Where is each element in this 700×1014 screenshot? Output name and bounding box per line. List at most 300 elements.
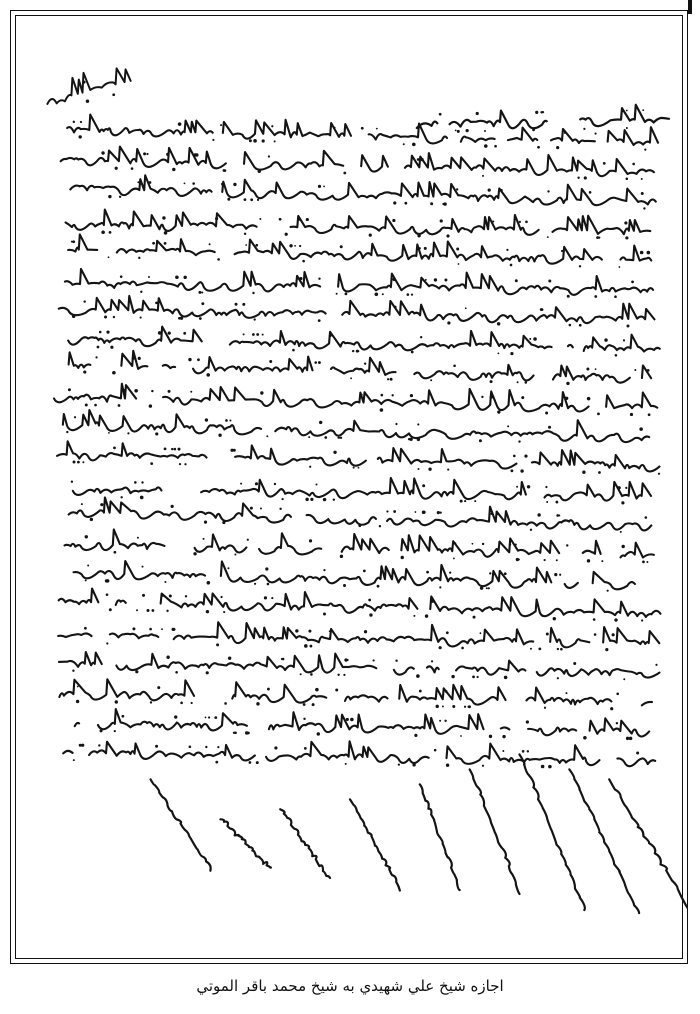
diacritic-dot: [564, 132, 566, 134]
diacritic-dot: [195, 153, 198, 156]
diacritic-dot: [544, 559, 546, 561]
signature-stroke: [609, 779, 687, 909]
diacritic-dot: [497, 352, 499, 354]
diacritic-dot: [83, 81, 86, 84]
diacritic-dot: [191, 702, 193, 704]
diacritic-dot: [207, 581, 211, 585]
diacritic-dot: [537, 513, 540, 516]
diacritic-dot: [547, 190, 549, 192]
diacritic-dot: [465, 307, 467, 309]
diacritic-dot: [262, 139, 265, 142]
diacritic-dot: [442, 203, 444, 205]
diacritic-dot: [417, 468, 419, 470]
diacritic-dot: [156, 745, 158, 747]
diacritic-dot: [73, 315, 75, 317]
diacritic-dot: [504, 572, 507, 575]
diacritic-dot: [203, 538, 205, 540]
diacritic-dot: [444, 720, 446, 722]
diacritic-dot: [109, 608, 112, 611]
diacritic-dot: [369, 613, 372, 616]
handwriting-line: [48, 351, 651, 383]
diacritic-dot: [343, 674, 345, 676]
diacritic-dot: [358, 467, 360, 469]
diacritic-dot: [86, 100, 89, 103]
diacritic-dot: [256, 702, 259, 705]
diacritic-dot: [579, 324, 582, 327]
diacritic-dot: [556, 146, 559, 149]
diacritic-dot: [482, 175, 484, 177]
diacritic-dot: [151, 390, 153, 392]
diacritic-dot: [259, 218, 261, 220]
handwritten-manuscript: [11, 11, 687, 963]
diacritic-dot: [281, 498, 283, 500]
diacritic-dot: [480, 586, 483, 589]
diacritic-dot: [530, 529, 532, 531]
diacritic-dot: [439, 586, 441, 588]
diacritic-dot: [204, 521, 207, 524]
diacritic-dot: [83, 300, 85, 302]
diacritic-dot: [621, 501, 624, 504]
diacritic-dot: [502, 750, 504, 752]
diacritic-dot: [583, 128, 585, 130]
diacritic-dot: [640, 251, 644, 255]
diacritic-dot: [302, 260, 305, 263]
diacritic-dot: [335, 688, 338, 691]
diacritic-dot: [586, 367, 589, 370]
diacritic-dot: [183, 332, 186, 335]
diacritic-dot: [434, 278, 437, 281]
diacritic-dot: [82, 461, 84, 463]
diacritic-dot: [540, 111, 542, 113]
diacritic-dot: [494, 145, 497, 148]
diacritic-dot: [74, 416, 76, 418]
diacritic-dot: [85, 403, 88, 406]
diacritic-dot: [72, 240, 75, 243]
diacritic-dot: [507, 425, 509, 427]
handwriting-line: [47, 68, 130, 104]
diacritic-dot: [90, 518, 93, 521]
diacritic-dot: [479, 439, 482, 442]
diacritic-dot: [648, 413, 651, 416]
signature-stroke: [470, 769, 520, 894]
handwriting-line: [59, 589, 661, 617]
diacritic-dot: [525, 221, 528, 224]
diacritic-dot: [81, 744, 84, 747]
diacritic-dot: [559, 574, 561, 576]
diacritic-dot: [179, 463, 181, 465]
diacritic-dot: [431, 660, 433, 662]
diacritic-dot: [310, 645, 313, 648]
diacritic-dot: [642, 560, 645, 563]
diacritic-dot: [106, 331, 109, 334]
diacritic-dot: [343, 584, 346, 587]
diacritic-dot: [419, 690, 422, 693]
diacritic-dot: [517, 381, 519, 383]
diacritic-dot: [603, 162, 606, 165]
diacritic-dot: [137, 181, 139, 183]
diacritic-dot: [79, 135, 82, 138]
diacritic-dot: [267, 688, 270, 691]
diacritic-dot: [209, 243, 211, 245]
diacritic-dot: [166, 656, 169, 659]
diacritic-dot: [446, 764, 449, 767]
diacritic-dot: [393, 201, 396, 204]
diacritic-dot: [352, 350, 354, 352]
diacritic-dot: [560, 648, 563, 651]
signature-stroke: [220, 819, 271, 867]
diacritic-dot: [309, 466, 311, 468]
diacritic-dot: [164, 231, 168, 235]
handwriting-line: [65, 530, 654, 558]
diacritic-dot: [324, 436, 327, 439]
diacritic-dot: [417, 234, 420, 237]
diacritic-dot: [149, 404, 152, 407]
diacritic-dot: [199, 317, 202, 320]
diacritic-dot: [318, 361, 321, 364]
diacritic-dot: [421, 158, 424, 161]
diacritic-dot: [527, 161, 529, 163]
diacritic-dot: [252, 333, 255, 336]
diacritic-dot: [461, 647, 464, 650]
diacritic-dot: [274, 746, 277, 749]
diacritic-dot: [115, 167, 118, 170]
diacritic-dot: [205, 717, 207, 719]
diacritic-dot: [318, 278, 320, 280]
diacritic-dot: [148, 276, 150, 278]
diacritic-dot: [271, 597, 273, 599]
diacritic-dot: [489, 735, 492, 738]
diacritic-dot: [430, 379, 432, 381]
diacritic-dot: [66, 431, 68, 433]
document-frame: [10, 10, 688, 964]
handwriting-line: [68, 327, 660, 352]
diacritic-dot: [134, 389, 138, 393]
diacritic-dot: [245, 731, 248, 734]
diacritic-dot: [453, 364, 456, 367]
diacritic-dot: [113, 551, 116, 554]
diacritic-dot: [233, 449, 236, 452]
diacritic-dot: [174, 448, 177, 451]
diacritic-dot: [299, 245, 301, 247]
diacritic-dot: [527, 750, 529, 752]
diacritic-dot: [360, 394, 362, 396]
diacritic-dot: [556, 514, 559, 517]
diacritic-dot: [193, 552, 196, 555]
diacritic-dot: [106, 579, 110, 583]
diacritic-dot: [73, 121, 75, 123]
diacritic-dot: [456, 248, 459, 251]
diacritic-dot: [597, 412, 600, 415]
diacritic-dot: [535, 111, 538, 114]
diacritic-dot: [557, 677, 559, 679]
diacritic-dot: [623, 678, 625, 680]
signature-stroke: [420, 784, 460, 890]
diacritic-dot: [333, 498, 335, 500]
diacritic-dot: [546, 632, 549, 635]
diacritic-dot: [155, 432, 158, 435]
diacritic-dot: [472, 676, 475, 679]
diacritic-dot: [644, 149, 646, 151]
diacritic-dot: [281, 658, 283, 660]
diacritic-dot: [446, 234, 449, 237]
diacritic-dot: [444, 279, 447, 282]
diacritic-dot: [569, 324, 572, 327]
diacritic-dot: [566, 544, 568, 546]
diacritic-dot: [99, 331, 102, 334]
diacritic-dot: [537, 146, 540, 149]
diacritic-dot: [242, 303, 245, 306]
diacritic-dot: [639, 427, 643, 431]
diacritic-dot: [439, 113, 442, 116]
diacritic-dot: [310, 673, 313, 676]
diacritic-dot: [71, 481, 73, 483]
diacritic-dot: [426, 571, 429, 574]
diacritic-dot: [248, 761, 251, 764]
diacritic-dot: [504, 676, 508, 680]
diacritic-dot: [417, 438, 420, 441]
diacritic-dot: [619, 266, 621, 268]
diacritic-dot: [101, 230, 105, 234]
diacritic-dot: [390, 378, 393, 381]
diacritic-dot: [346, 718, 349, 721]
diacritic-dot: [413, 615, 415, 617]
handwriting-line: [59, 561, 635, 589]
diacritic-dot: [415, 511, 417, 513]
diacritic-dot: [169, 594, 172, 597]
diacritic-dot: [594, 633, 597, 636]
diacritic-dot: [369, 234, 372, 237]
diacritic-dot: [178, 122, 182, 126]
diacritic-dot: [440, 219, 443, 222]
diacritic-dot: [548, 765, 552, 769]
diacritic-dot: [184, 182, 186, 184]
diacritic-dot: [556, 559, 558, 561]
diacritic-dot: [414, 734, 417, 737]
diacritic-dot: [72, 670, 74, 672]
diacritic-dot: [247, 539, 249, 541]
diacritic-dot: [392, 278, 395, 281]
diacritic-dot: [497, 410, 500, 413]
diacritic-dot: [626, 737, 629, 740]
diacritic-dot: [519, 221, 521, 223]
diacritic-dot: [164, 447, 167, 450]
diacritic-dot: [315, 688, 319, 692]
diacritic-dot: [376, 128, 378, 130]
diacritic-dot: [162, 595, 164, 597]
diacritic-dot: [392, 219, 395, 222]
diacritic-dot: [403, 143, 405, 145]
diacritic-dot: [645, 516, 648, 519]
diacritic-dot: [548, 426, 551, 429]
diacritic-dot: [146, 153, 148, 155]
diacritic-dot: [340, 245, 343, 248]
diacritic-dot: [318, 319, 321, 322]
diacritic-dot: [208, 716, 210, 718]
diacritic-dot: [620, 531, 622, 533]
diacritic-dot: [337, 437, 339, 439]
diacritic-dot: [218, 434, 221, 437]
diacritic-dot: [533, 337, 537, 341]
diacritic-dot: [488, 189, 491, 192]
diacritic-dot: [407, 293, 410, 296]
diacritic-dot: [217, 258, 220, 261]
diacritic-dot: [314, 361, 317, 364]
diacritic-dot: [491, 221, 493, 223]
diacritic-dot: [85, 535, 88, 538]
diacritic-dot: [162, 216, 165, 219]
diacritic-dot: [610, 707, 613, 710]
diacritic-dot: [136, 609, 138, 611]
diacritic-dot: [589, 191, 592, 194]
diacritic-dot: [120, 496, 122, 498]
diacritic-dot: [464, 500, 466, 502]
diacritic-dot: [361, 127, 364, 130]
diacritic-dot: [529, 338, 531, 340]
diacritic-dot: [113, 446, 116, 449]
diacritic-dot: [304, 644, 308, 648]
diacritic-dot: [137, 537, 139, 539]
diacritic-dot: [541, 308, 544, 311]
diacritic-dot: [428, 467, 431, 470]
diacritic-dot: [110, 346, 113, 349]
diacritic-dot: [449, 572, 451, 574]
diacritic-dot: [227, 198, 230, 201]
diacritic-dot: [655, 664, 657, 666]
diacritic-dot: [323, 613, 326, 616]
diacritic-dot: [265, 567, 268, 570]
diacritic-dot: [434, 749, 437, 752]
diacritic-dot: [83, 370, 86, 373]
diacritic-dot: [634, 369, 636, 371]
diacritic-dot: [174, 715, 177, 718]
diacritic-dot: [347, 659, 349, 661]
handwriting-line: [58, 622, 659, 647]
diacritic-dot: [323, 569, 325, 571]
diacritic-dot: [577, 177, 579, 179]
diacritic-dot: [305, 498, 308, 501]
diacritic-dot: [358, 524, 361, 527]
diacritic-dot: [621, 545, 624, 548]
diacritic-dot: [411, 395, 413, 397]
diacritic-dot: [73, 759, 75, 761]
diacritic-dot: [386, 510, 388, 512]
diacritic-dot: [455, 129, 457, 131]
diacritic-dot: [364, 630, 367, 633]
diacritic-dot: [624, 221, 627, 224]
diacritic-dot: [616, 692, 619, 695]
diacritic-dot: [594, 132, 596, 134]
diacritic-dot: [472, 543, 474, 545]
diacritic-dot: [184, 463, 186, 465]
diacritic-dot: [106, 642, 108, 644]
diacritic-dot: [197, 358, 200, 361]
diacritic-dot: [430, 202, 433, 205]
diacritic-dot: [109, 231, 112, 234]
diacritic-dot: [115, 700, 118, 703]
diacritic-dot: [146, 609, 149, 612]
diacritic-dot: [312, 703, 315, 706]
diacritic-dot: [488, 587, 490, 589]
diacritic-dot: [424, 247, 427, 250]
diacritic-dot: [150, 462, 153, 465]
diacritic-dot: [252, 292, 254, 294]
diacritic-dot: [477, 676, 479, 678]
diacritic-dot: [198, 291, 201, 294]
diacritic-dot: [373, 659, 375, 661]
diacritic-dot: [545, 411, 548, 414]
diacritic-dot: [318, 185, 321, 188]
diacritic-dot: [515, 543, 517, 545]
diacritic-dot: [299, 277, 302, 280]
diacritic-dot: [298, 218, 301, 221]
diacritic-dot: [334, 127, 336, 129]
diacritic-dot: [442, 705, 444, 707]
handwriting-line: [70, 175, 655, 205]
manuscript-lines: [47, 68, 669, 768]
diacritic-dot: [98, 744, 100, 746]
diacritic-dot: [156, 302, 158, 304]
diacritic-dot: [646, 561, 648, 563]
diacritic-dot: [476, 112, 479, 115]
diacritic-dot: [171, 505, 174, 508]
diacritic-dot: [440, 512, 442, 514]
diacritic-dot: [380, 408, 384, 412]
diacritic-dot: [538, 647, 541, 650]
diacritic-dot: [445, 690, 448, 693]
diacritic-dot: [466, 129, 469, 132]
diacritic-dot: [343, 172, 346, 175]
diacritic-dot: [224, 169, 227, 172]
diacritic-dot: [507, 365, 510, 368]
handwriting-line: [59, 296, 655, 323]
diacritic-dot: [158, 331, 162, 335]
diacritic-dot: [253, 139, 257, 143]
handwriting-line: [63, 741, 655, 766]
signature-stroke: [280, 809, 330, 878]
diacritic-dot: [223, 611, 225, 613]
diacritic-dot: [626, 110, 628, 112]
diacritic-dot: [188, 358, 191, 361]
diacritic-dot: [340, 555, 343, 558]
diacritic-dot: [658, 473, 660, 475]
diacritic-dot: [412, 763, 415, 766]
diacritic-dot: [268, 155, 270, 157]
diacritic-dot: [616, 722, 618, 724]
diacritic-dot: [233, 183, 236, 186]
diacritic-dot: [120, 275, 123, 278]
diacritic-dot: [166, 153, 169, 156]
diacritic-dot: [243, 333, 245, 335]
diacritic-dot: [201, 292, 203, 294]
manuscript-signatures: [151, 754, 687, 913]
diacritic-dot: [336, 293, 338, 295]
diacritic-dot: [262, 334, 264, 336]
diacritic-dot: [422, 484, 425, 487]
diacritic-dot: [364, 362, 366, 364]
diacritic-dot: [131, 167, 134, 170]
diacritic-dot: [206, 610, 209, 613]
diacritic-dot: [437, 511, 440, 514]
diacritic-dot: [598, 237, 600, 239]
diacritic-dot: [85, 579, 87, 581]
diacritic-dot: [502, 735, 505, 738]
diacritic-dot: [150, 701, 152, 703]
diacritic-dot: [308, 436, 310, 438]
diacritic-dot: [387, 378, 389, 380]
diacritic-dot: [381, 394, 384, 397]
diacritic-dot: [526, 720, 529, 723]
diacritic-dot: [132, 357, 135, 360]
